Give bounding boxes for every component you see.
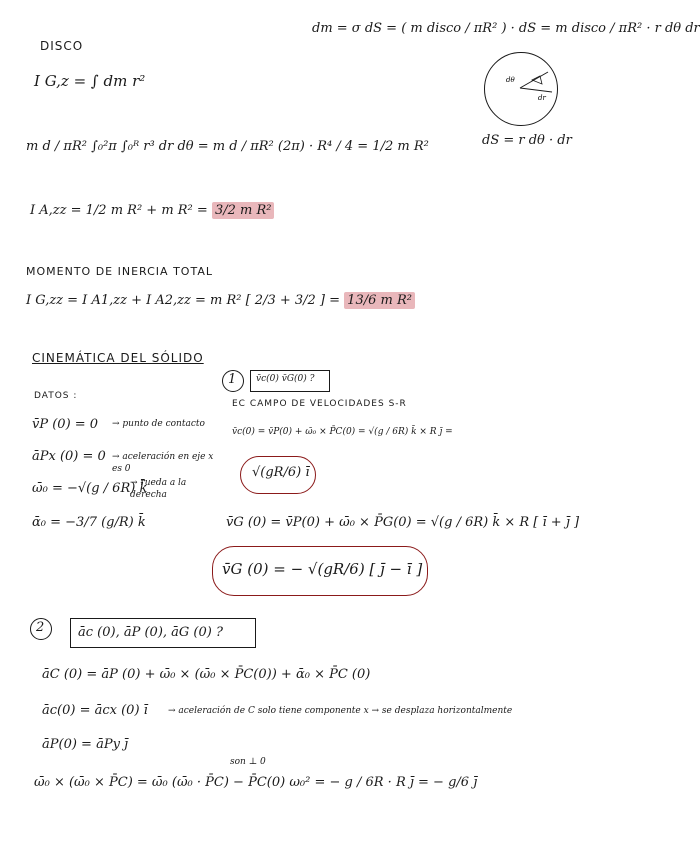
kinematics-title: CINEMÁTICA DEL SÓLIDO	[32, 351, 204, 365]
q1-box-text: v̄c(0) v̄G(0) ?	[256, 374, 315, 384]
total-inertia-highlight: 13/6 m R²	[344, 292, 415, 309]
inertia-eq2: m d / πR² ∫₀²π ∫₀ᴿ r³ dr dθ = m d / πR² (2π) · R⁴ / 4 = 1/2 m R²	[26, 139, 429, 154]
dato-w0-note: → rueda a la derecha	[130, 478, 187, 500]
q1-number: 1	[228, 372, 237, 387]
svg-text:dθ: dθ	[506, 76, 515, 84]
dato-vp-note: → punto de contacto	[112, 419, 205, 429]
inertia-eq3-left: I A,zz = 1/2 m R² + m R² =	[30, 203, 208, 218]
inertia-eq1: I G,z = ∫ dm r²	[34, 72, 146, 90]
q1-vg-eq: v̄G (0) = v̄P(0) + ω̄₀ × P̄G(0) = √(g / 6R) k̄ × R [ ī + ȷ̄ ]	[226, 515, 580, 530]
q2-ac-eq: āC (0) = āP (0) + ω̄₀ × (ω̄₀ × P̄C(0)) + ᾱ₀ × P̄C (0)	[42, 667, 371, 682]
q2-box-text: āc (0), āP (0), āG (0) ?	[78, 625, 223, 640]
q2-ap-eq: āP(0) = āPy ȷ̄	[42, 737, 129, 752]
q1-vg-result: v̄G (0) = − √(gR/6) [ ȷ̄ − ī ]	[222, 560, 423, 578]
q1-vc-result: √(gR/6) ī	[252, 465, 310, 480]
q2-ac2-eq: āc(0) = ācx (0) ī	[42, 703, 148, 718]
total-inertia-title: MOMENTO DE INERCIA TOTAL	[26, 265, 213, 278]
q2-perp-note: son ⊥ 0	[230, 757, 266, 767]
dato-alpha0: ᾱ₀ = −3/7 (g/R) k̄	[32, 515, 146, 530]
total-inertia-eq	[26, 294, 415, 307]
q1-vc-eq: v̄c(0) = v̄P(0) + ω̄₀ × P̄C(0) = √(g / 6R) k̄ × R ȷ̄ =	[232, 427, 453, 437]
inertia-eq3-highlight: 3/2 m R²	[212, 202, 275, 219]
section-title-disco: DISCO	[40, 39, 84, 53]
q2-ww-eq: ω̄₀ × (ω̄₀ × P̄C) = ω̄₀ (ω̄₀ · P̄C) − P̄C(0) ω₀² = − g / 6R · R ȷ̄ = − g/6 ȷ̄	[34, 775, 478, 790]
dato-apx-note: → aceleración en eje x es 0	[112, 452, 214, 474]
dato-w0: ω̄₀ = −√(g / 6R) k̄	[32, 481, 148, 496]
dato-vp: v̄P (0) = 0	[32, 417, 99, 432]
dm-equation: dm = σ dS = ( m disco / πR² ) · dS = m disco / πR² · r dθ dr	[312, 21, 700, 36]
dato-apx: āPx (0) = 0	[32, 449, 106, 464]
datos-label: DATOS :	[34, 391, 78, 401]
svg-text:dr: dr	[538, 94, 546, 102]
q2-ac2-note: → aceleración de C solo tiene componente x → se desplaza horizontalmente	[168, 706, 513, 716]
inertia-eq3	[30, 204, 274, 217]
q2-number: 2	[36, 620, 45, 635]
q1-field-title: EC CAMPO DE VELOCIDADES S-R	[232, 399, 407, 409]
total-inertia-left: I G,zz = I A1,zz + I A2,zz = m R² [ 2/3 + 3/2 ] =	[26, 293, 341, 308]
ds-equation: dS = r dθ · dr	[482, 133, 572, 148]
